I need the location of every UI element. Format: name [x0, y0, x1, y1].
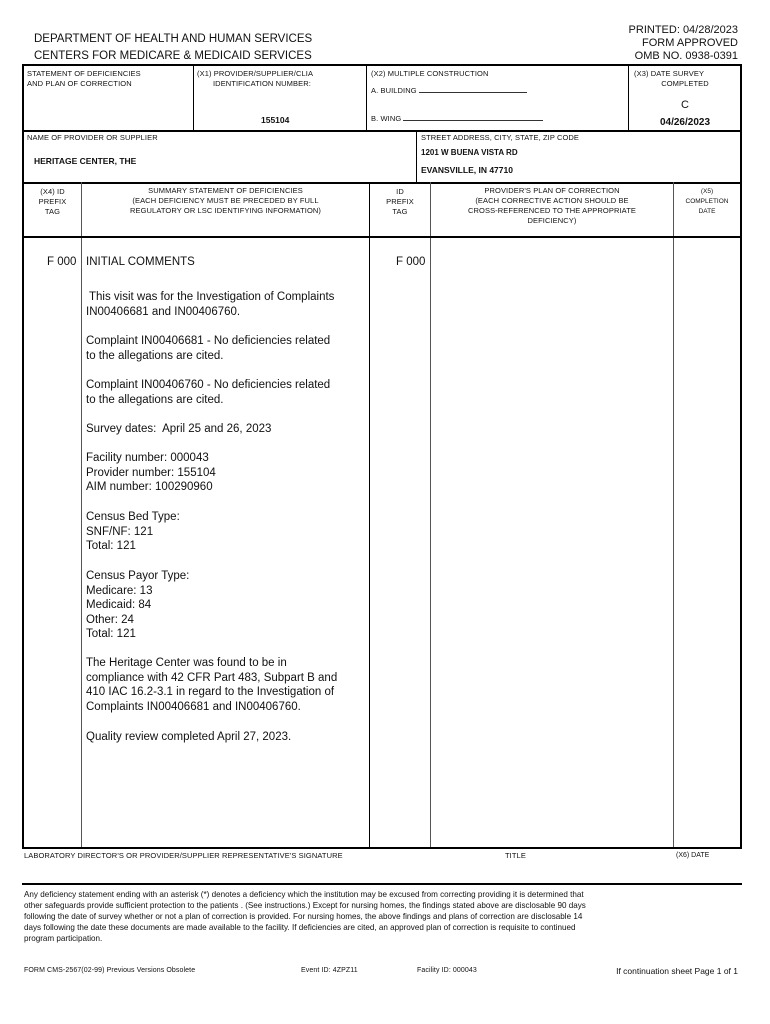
comment-line: 410 IAC 16.2-3.1 in regard to the Investigation of	[86, 686, 335, 698]
form-top-border	[22, 64, 742, 66]
summary-header-line2: (EACH DEFICIENCY MUST BE PRECEDED BY FULL	[132, 196, 319, 205]
x4-header	[24, 187, 81, 217]
comment-line: Complaints IN00406681 and IN00406760.	[86, 700, 301, 713]
x4-header-line2: PREFIX	[38, 197, 67, 206]
row-divider-3	[22, 236, 742, 238]
comment-line: IN00406681 and IN00406760.	[86, 305, 241, 318]
x5-header-line3: DATE	[698, 208, 716, 215]
divider-address	[416, 130, 417, 182]
plan-tag: F 000	[396, 256, 426, 268]
x3-label-line2: COMPLETED	[661, 79, 709, 88]
page-continuation: If continuation sheet Page 1 of 1	[616, 966, 738, 976]
wing-label-text: B. WING	[371, 114, 402, 123]
disclaimer	[24, 889, 740, 944]
comment-line: Survey dates: April 25 and 26, 2023	[86, 423, 272, 435]
comment-line: Medicaid: 84	[86, 599, 152, 611]
disclaimer-line: program participation.	[24, 934, 103, 944]
col-divider-1	[81, 182, 82, 848]
comment-line: to the allegations are cited.	[86, 393, 224, 406]
provider-name: HERITAGE CENTER, THE	[34, 156, 137, 166]
disclaimer-line: days following the date these documents are made available to the facility. If deficiencies are cited, an approved plan of correction is requisite to continued	[24, 923, 576, 933]
plan-header-line1: PROVIDER'S PLAN OF CORRECTION	[484, 186, 620, 195]
plan-header	[431, 186, 673, 226]
comment-line: Complaint IN00406760 - No deficiencies related	[86, 379, 331, 391]
id-header	[370, 187, 430, 217]
plan-header-line3: CROSS-REFERENCED TO THE APPROPRIATE	[468, 206, 636, 215]
deficiency-tag: F 000	[47, 256, 77, 268]
x5-header-line1: (X5)	[700, 188, 714, 195]
x1-label-line1: (X1) PROVIDER/SUPPLIER/CLIA	[197, 69, 314, 78]
event-id: Event ID: 4ZPZ11	[301, 967, 358, 974]
comment-line: AIM number: 100290960	[86, 481, 213, 493]
deficiency-title: INITIAL COMMENTS	[86, 256, 195, 268]
x1-label-line2: IDENTIFICATION NUMBER:	[213, 79, 311, 88]
summary-header	[82, 186, 369, 216]
divider-x2	[366, 64, 367, 130]
omb-number: OMB NO. 0938-0391	[634, 50, 738, 62]
survey-date: 04/26/2023	[659, 117, 711, 128]
provider-name-label: NAME OF PROVIDER OR SUPPLIER	[27, 133, 158, 142]
signature-label: LABORATORY DIRECTOR'S OR PROVIDER/SUPPLIER REPRESENTATIVE'S SIGNATURE	[24, 851, 343, 860]
col-divider-4	[673, 182, 674, 848]
statement-label-line1: STATEMENT OF DEFICIENCIES	[27, 69, 141, 78]
street-address: 1201 W BUENA VISTA RD	[421, 148, 518, 157]
x4-header-line3: TAG	[44, 207, 61, 216]
row-divider-2	[22, 182, 742, 184]
statement-label-line2: AND PLAN OF CORRECTION	[27, 79, 132, 88]
department-name: DEPARTMENT OF HEALTH AND HUMAN SERVICES	[34, 33, 313, 45]
divider-x3	[628, 64, 629, 130]
comment-line: to the allegations are cited.	[86, 349, 224, 362]
x5-header-line2: COMPLETION	[685, 198, 729, 205]
comment-line: Total: 121	[86, 540, 136, 552]
disclaimer-line: other safeguards provide sufficient protection to the patients . (See instructions.) Except for nursing homes, the findings stated above are disclosable 90 days	[24, 901, 586, 911]
comment-line: Quality review completed April 27, 2023.	[86, 731, 292, 743]
disclaimer-line: following the date of survey whether or not a plan of correction is provided. For nursing homes, the above findings and plans of correction are disclosable 14	[24, 912, 583, 922]
wing-label	[371, 113, 543, 124]
form-bottom-border	[22, 847, 742, 849]
building-label-text: A. BUILDING	[371, 86, 417, 95]
form-number: FORM CMS-2567(02-99) Previous Versions Obsolete	[24, 967, 196, 974]
title-label: TITLE	[505, 851, 526, 860]
comment-line: compliance with 42 CFR Part 483, Subpart B and	[86, 671, 338, 684]
survey-code: C	[681, 99, 689, 111]
id-header-line3: TAG	[392, 207, 408, 216]
building-label	[371, 85, 527, 96]
plan-header-line4: DEFICIENCY)	[527, 216, 577, 225]
row-divider-1	[22, 130, 742, 132]
comment-line: This visit was for the Investigation of Complaints	[86, 291, 335, 303]
building-blank	[419, 85, 527, 93]
comment-line: Total: 121	[86, 628, 136, 640]
date-label: (X6) DATE	[676, 852, 710, 859]
x5-header	[674, 187, 740, 217]
id-header-line2: PREFIX	[386, 197, 414, 206]
comment-line: Census Payor Type:	[86, 570, 190, 582]
comment-line: Census Bed Type:	[86, 511, 180, 523]
x3-label-line1: (X3) DATE SURVEY	[634, 69, 705, 78]
divider-x1	[193, 64, 194, 130]
comment-line: Complaint IN00406681 - No deficiencies related	[86, 335, 331, 347]
comment-line: Other: 24	[86, 613, 134, 626]
city-state-zip: EVANSVILLE, IN 47710	[421, 165, 513, 175]
plan-header-line2: (EACH CORRECTIVE ACTION SHOULD BE	[475, 196, 629, 205]
x4-header-line1: (X4) ID	[40, 187, 65, 196]
signature-bottom-border	[22, 883, 742, 885]
comment-line: The Heritage Center was found to be in	[86, 657, 287, 669]
printed-date: PRINTED: 04/28/2023	[628, 24, 738, 36]
provider-number: 155104	[261, 115, 290, 125]
facility-id: Facility ID: 000043	[417, 967, 477, 974]
wing-blank	[403, 113, 543, 121]
agency-name: CENTERS FOR MEDICARE & MEDICAID SERVICES	[34, 50, 312, 62]
summary-header-line1: SUMMARY STATEMENT OF DEFICIENCIES	[148, 186, 303, 195]
x2-label: (X2) MULTIPLE CONSTRUCTION	[371, 69, 489, 78]
comment-line: Provider number: 155104	[86, 466, 216, 479]
comment-line: Medicare: 13	[86, 584, 153, 597]
form-approved: FORM APPROVED	[642, 37, 738, 49]
col-divider-3	[430, 182, 431, 848]
id-header-line1: ID	[396, 187, 404, 196]
summary-header-line3: REGULATORY OR LSC IDENTIFYING INFORMATION)	[129, 206, 322, 215]
col-divider-2	[369, 182, 370, 848]
address-label: STREET ADDRESS, CITY, STATE, ZIP CODE	[421, 133, 580, 142]
comment-line: SNF/NF: 121	[86, 525, 154, 538]
disclaimer-line: Any deficiency statement ending with an asterisk (*) denotes a deficiency which the institution may be excused from correcting providing it is determined that	[24, 890, 584, 899]
comment-line: Facility number: 000043	[86, 452, 209, 464]
